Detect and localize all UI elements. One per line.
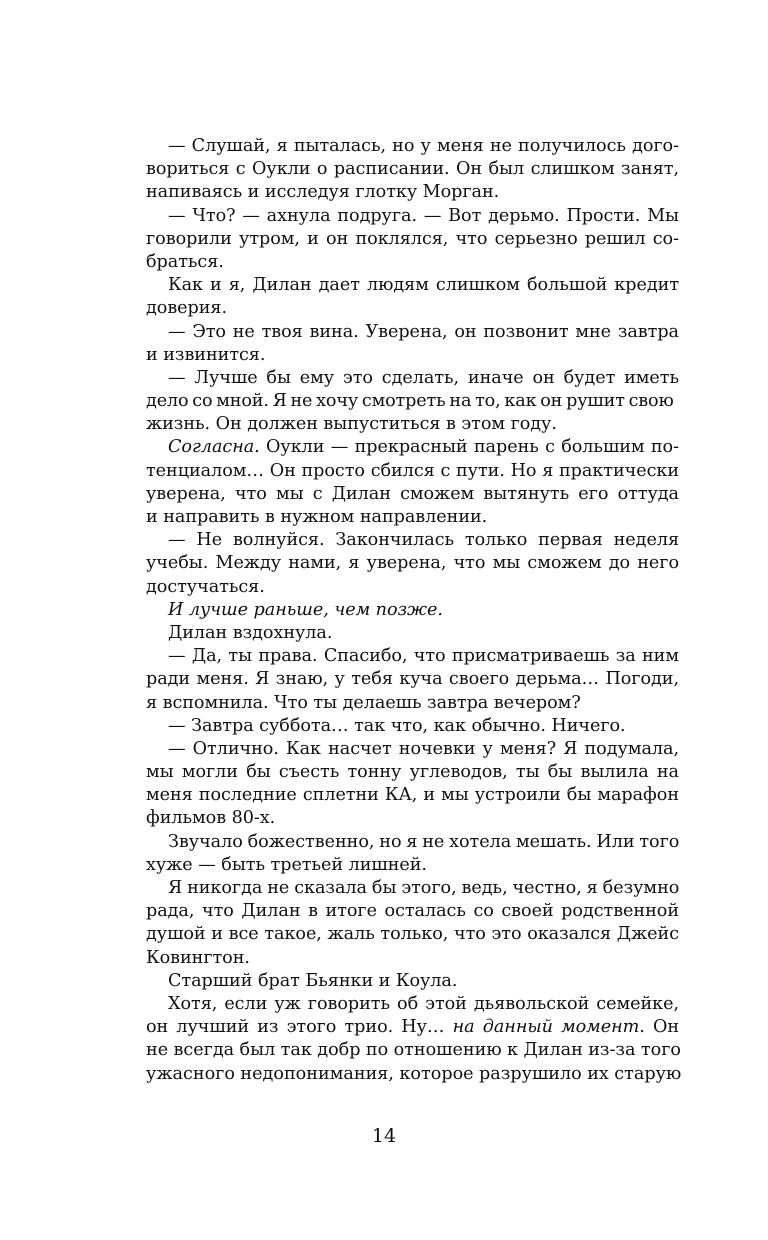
line-text: Он [644,1017,679,1038]
line-text: — Завтра суббота… так что, как обычно. Ничего. [168,715,626,736]
line-text: — Не волнуйся. Закончилась только первая неделя [168,530,679,551]
text-line [146,529,679,552]
line-text: Оукли — прекрасный парень с большим по- [259,437,679,458]
line-text: — Что? — ахнула подруга. — Вот дерьмо. Прости. Мы [168,205,679,226]
text-line [146,599,679,622]
line-text: Как и я, Дилан дает людям слишком большой кредит [168,275,679,296]
text-line [146,251,679,274]
line-text: я вспомнила. Что ты делаешь завтра вечером? [146,692,581,713]
text-line [146,205,679,228]
line-text: меня последние сплетни КА, и мы устроили бы марафон [146,785,679,806]
line-text: он лучший из этого трио. Ну… [146,1017,453,1038]
text-line [146,436,679,459]
line-text: напиваясь и исследуя глотку Морган. [146,182,500,203]
text-line [146,483,679,506]
italic-text: Согласна. [168,437,260,458]
line-text: Я никогда не сказала бы этого, ведь, честно, я безумно [168,878,680,898]
line-text: говорили утром, и он поклялся, что серьезно решил со- [146,228,679,249]
text-line [146,1063,682,1086]
text-line [146,367,679,390]
line-text: дело со мной. Я не хочу смотреть на то, как он рушит свою [146,391,674,412]
italic-text: И лучше раньше, чем позже. [168,599,443,620]
text-line [146,807,679,830]
line-text: ужасного недопонимания, которое разрушило их старую [146,1063,682,1084]
line-text: Звучало божественно, но я не хотела мешать. Или того [168,831,680,852]
line-text: не всегда был так добр по отношению к Дилан из-за того [146,1040,681,1061]
text-line [146,297,679,320]
text-line [146,831,679,854]
line-text: душой и все такое, жаль только, что это оказался Джейс [146,924,679,945]
body-text [146,135,682,1086]
line-text: ради меня. Я знаю, у тебя куча своего дерьма… Погоди, [146,669,679,690]
text-line [146,181,679,204]
text-line [146,970,679,993]
line-text: Хотя, если уж говорить об этой дьявольской семейке, [168,993,679,1014]
line-text: доверия. [146,298,228,319]
text-line [146,784,679,807]
text-line [146,158,679,181]
line-text: — Слушай, я пыталась, но у меня не получилось дого- [168,136,679,156]
page-number: 14 [371,1125,397,1147]
text-line [146,274,679,297]
text-line [146,506,679,529]
line-text: фильмов 80-х. [146,808,276,829]
text-line [146,321,679,344]
text-line [146,854,679,877]
line-text: браться. [146,251,224,272]
line-text: тенциалом… Он просто сбился с пути. Но я практически [146,460,679,481]
line-text: Старший брат Бьянки и Коула. [168,970,458,991]
text-line [146,900,679,923]
text-line [146,622,679,645]
line-text: — Да, ты права. Спасибо, что присматриваешь за ним [168,646,679,667]
text-line [146,228,679,251]
text-line [146,692,679,715]
text-line [146,993,679,1016]
line-text: учебы. Между нами, я уверена, что мы сможем до него [146,553,679,574]
text-line [146,413,679,436]
text-line [146,460,679,483]
text-line [146,552,679,575]
text-line [146,761,679,784]
line-text: рада, что Дилан в итоге осталась со своей родственной [146,901,679,922]
text-line [146,877,679,900]
line-text: и извинится. [146,344,266,365]
text-line [146,715,679,738]
line-text: мы могли бы съесть тонну углеводов, ты бы вылила на [146,762,679,783]
line-text: — Лучше бы ему это сделать, иначе он будет иметь [168,367,679,388]
line-text: — Отлично. Как насчет ночевки у меня? Я подумала, [168,738,679,759]
text-line [146,738,679,761]
text-line [146,668,679,691]
line-text: жизнь. Он должен выпуститься в этом году. [146,414,557,435]
line-text: хуже — быть третьей лишней. [146,854,427,875]
text-line [146,947,679,970]
line-text: — Это не твоя вина. Уверена, он позвонит мне завтра [168,321,679,342]
text-line [146,390,679,413]
text-line [146,135,679,158]
text-line [146,1016,679,1039]
text-line [146,645,679,668]
text-line [146,1039,679,1062]
text-line [146,923,679,946]
line-text: достучаться. [146,576,265,597]
line-text: уверена, что мы с Дилан сможем вытянуть его оттуда [146,483,679,504]
line-text: вориться с Оукли о расписании. Он был слишком занят, [146,159,679,180]
italic-text: на данный момент. [452,1017,645,1038]
line-text: Дилан вздохнула. [168,622,333,643]
line-text: Ковингтон. [146,947,250,968]
line-text: и направить в нужном направлении. [146,507,488,527]
text-line [146,344,679,367]
text-line [146,576,679,599]
